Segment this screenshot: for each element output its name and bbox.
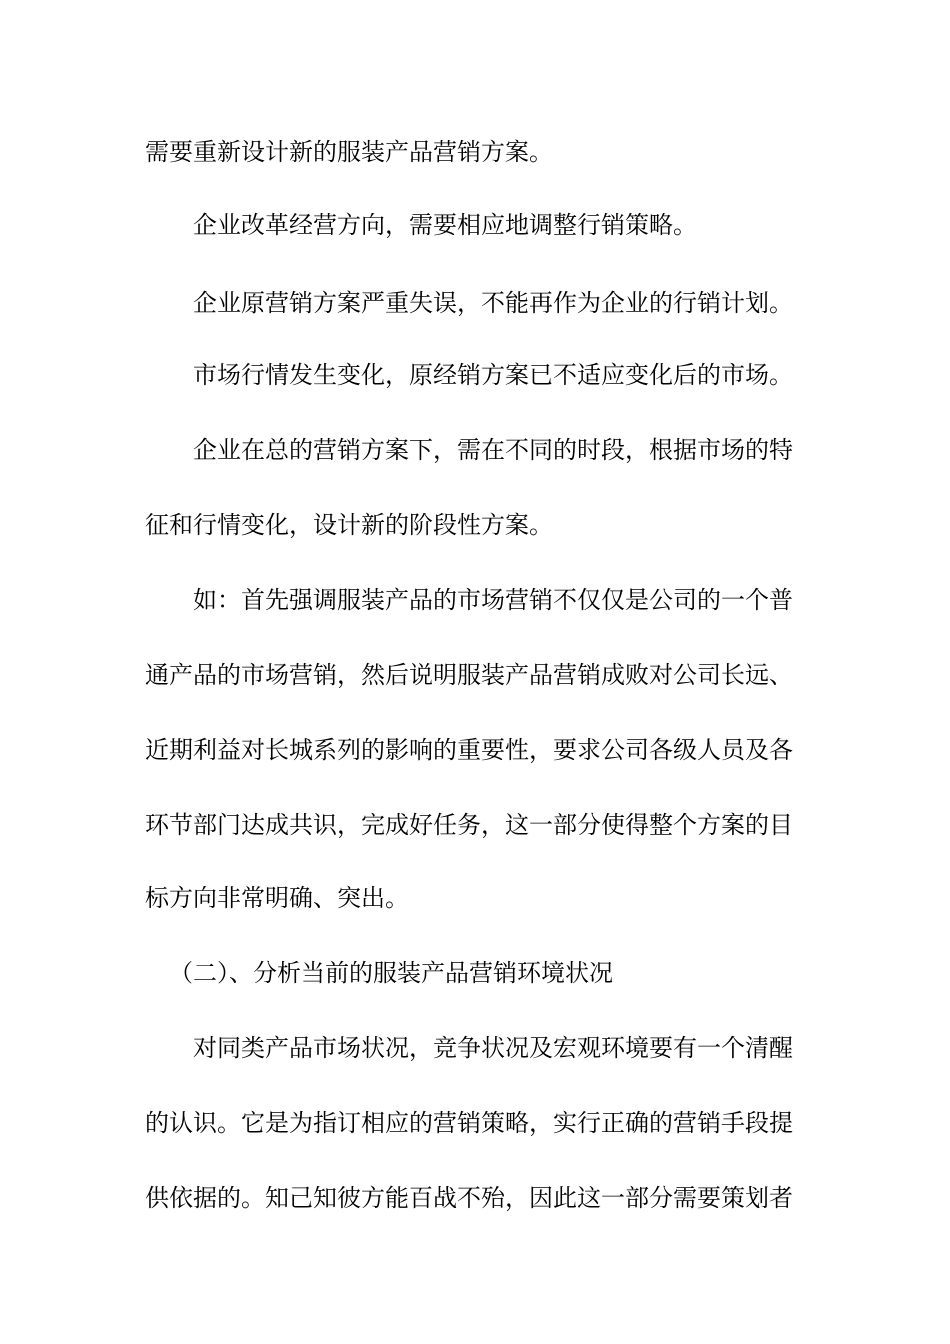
text-line-5: 企业在总的营销方案下，需在不同的时段，根据市场的特 xyxy=(193,436,793,464)
text-line-1: 需要重新设计新的服装产品营销方案。 xyxy=(145,138,553,166)
text-line-9: 近期利益对长城系列的影响的重要性，要求公司各级人员及各 xyxy=(145,736,793,764)
text-line-6: 征和行情变化，设计新的阶段性方案。 xyxy=(145,511,553,539)
text-line-3: 企业原营销方案严重失误，不能再作为企业的行销计划。 xyxy=(193,289,793,317)
text-line-8: 通产品的市场营销，然后说明服装产品营销成败对公司长远、 xyxy=(145,661,793,689)
text-line-2: 企业改革经营方向，需要相应地调整行销策略。 xyxy=(193,211,697,239)
text-line-11: 标方向非常明确、突出。 xyxy=(145,884,409,912)
text-line-10: 环节部门达成共识，完成好任务，这一部分使得整个方案的目 xyxy=(145,811,793,839)
text-line-14: 的认识。它是为指订相应的营销策略，实行正确的营销手段提 xyxy=(145,1109,793,1137)
text-line-15: 供依据的。知己知彼方能百战不殆，因此这一部分需要策划者 xyxy=(145,1184,793,1212)
text-line-7: 如：首先强调服装产品的市场营销不仅仅是公司的一个普 xyxy=(193,586,793,614)
section-heading: （二）、分析当前的服装产品营销环境状况 xyxy=(169,959,613,987)
text-line-4: 市场行情发生变化，原经销方案已不适应变化后的市场。 xyxy=(193,361,793,389)
text-line-13: 对同类产品市场状况，竞争状况及宏观环境要有一个清醒 xyxy=(193,1034,793,1062)
